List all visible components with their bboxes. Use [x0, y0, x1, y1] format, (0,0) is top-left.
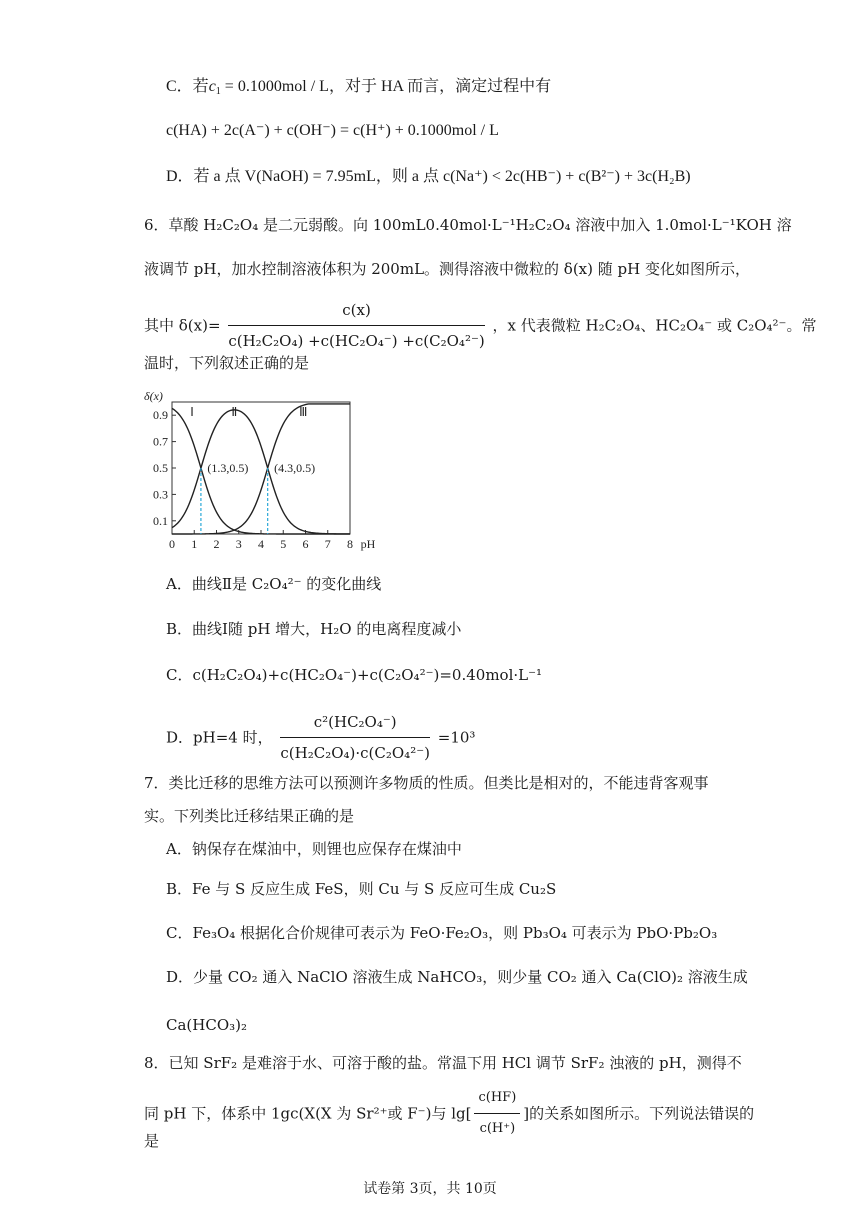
x-axis-label: pH — [360, 537, 376, 551]
q7-option-d-cont: Ca(HCO₃)₂ — [166, 1016, 248, 1034]
q6-species-text: ，x 代表微粒 H₂C₂O₄、HC₂O₄⁻ 或 C₂O₄²⁻。常 — [492, 316, 817, 335]
x-tick-label-6: 6 — [302, 537, 309, 551]
q8-frac-den: c(H⁺) — [479, 1121, 516, 1136]
x-tick-label-7: 7 — [324, 537, 331, 551]
q6-frac-num: c(x) — [228, 296, 484, 326]
q8-stem-line3: 是 — [144, 1132, 160, 1150]
option-c-text: ，对于 HA 而言，滴定过程中有 — [328, 78, 552, 95]
q8-fraction — [474, 1084, 520, 1143]
prev-option-c — [166, 76, 551, 103]
q8-frac-num: c(HF) — [474, 1084, 520, 1114]
q6-option-b: B．曲线Ⅰ随 pH 增大，H₂O 的电离程度减小 — [166, 620, 462, 638]
option-c-var-sub: 1 — [215, 86, 221, 97]
curve-label-ii: Ⅱ — [231, 405, 238, 419]
q6-option-d — [166, 708, 475, 767]
option-c-prefix: C．若 — [166, 78, 209, 95]
prev-option-d: D．若 a 点 V(NaOH) = 7.95mL，则 a 点 c(Na⁺) < 2c(HB⁻) + c(B²⁻) + 3c(H₂B) — [166, 168, 691, 185]
y-tick-label-0.3: 0.3 — [153, 487, 168, 502]
q6-option-d-prefix: D．pH=4 时， — [166, 728, 273, 747]
q8-stem-line2-post: ]的关系如图所示。下列说法错误的 — [523, 1104, 755, 1123]
q6-stem-line1: 6．草酸 H₂C₂O₄ 是二元弱酸。向 100mL0.40mol·L⁻¹H₂C₂O₄ 溶液中加入 1.0mol·L⁻¹KOH 溶 — [144, 216, 792, 234]
q6-option-a: A．曲线Ⅱ是 C₂O₄²⁻ 的变化曲线 — [166, 575, 382, 593]
q6-option-d-den: c(H₂C₂O₄)·c(C₂O₄²⁻) — [280, 744, 430, 762]
prev-option-c-equation: c(HA) + 2c(A⁻) + c(OH⁻) = c(H⁺) + 0.1000mol / L — [166, 122, 499, 139]
annotation-pka2: (4.3,0.5) — [274, 461, 316, 475]
y-tick-label-0.1: 0.1 — [153, 513, 168, 528]
curve-label-i: Ⅰ — [190, 405, 194, 419]
q6-option-d-value: =10³ — [437, 728, 476, 747]
q8-stem-line2-pre: 同 pH 下，体系中 1gc(X(X 为 Sr²⁺或 F⁻)与 lg[ — [144, 1104, 472, 1123]
plot-frame — [172, 402, 350, 534]
q6-option-d-fraction — [280, 708, 430, 767]
y-tick-label-0.5: 0.5 — [153, 461, 168, 475]
q6-stem-line4: 温时，下列叙述正确的是 — [144, 354, 310, 372]
curve-ii-hc2o4 — [172, 410, 350, 534]
q7-option-b: B．Fe 与 S 反应生成 FeS，则 Cu 与 S 反应可生成 Cu₂S — [166, 880, 557, 898]
option-c-var: c — [208, 78, 216, 95]
x-tick-label-8: 8 — [347, 537, 353, 551]
x-tick-label-4: 4 — [258, 537, 264, 551]
q6-stem-line2: 液调节 pH，加水控制溶液体积为 200mL。测得溶液中微粒的 δ(x) 随 pH 变化如图所示， — [144, 260, 750, 278]
q6-option-c: C．c(H₂C₂O₄)+c(HC₂O₄⁻)+c(C₂O₄²⁻)=0.40mol·L⁻¹ — [166, 666, 543, 684]
x-tick-label-5: 5 — [280, 537, 287, 551]
q6-delta-fraction — [228, 296, 484, 355]
q7-stem-line2: 实。下列类比迁移结果正确的是 — [144, 807, 355, 825]
curve-label-iii: Ⅲ — [299, 405, 308, 419]
q7-option-a: A．钠保存在煤油中，则锂也应保存在煤油中 — [166, 840, 462, 858]
curve-i-h2c2o4 — [172, 408, 350, 534]
y-tick-label-0.9: 0.9 — [153, 408, 168, 423]
x-tick-label-2: 2 — [213, 537, 220, 551]
q6-stem-line3 — [144, 296, 816, 355]
y-axis-label: δ(x) — [144, 389, 163, 403]
q7-option-c: C．Fe₃O₄ 根据化合价规律可表示为 FeO·Fe₂O₃，则 Pb₃O₄ 可表示为 PbO·Pb₂O₃ — [166, 924, 718, 942]
x-tick-label-3: 3 — [235, 537, 242, 551]
page-footer: 试卷第 3页，共 10页 — [363, 1181, 497, 1197]
x-tick-label-0: 0 — [169, 537, 175, 551]
q7-stem-line1: 7．类比迁移的思维方法可以预测许多物质的性质。但类比是相对的，不能违背客观事 — [144, 774, 709, 792]
q6-option-d-num: c²(HC₂O₄⁻) — [280, 708, 430, 738]
curve-iii-c2o4 — [172, 404, 350, 534]
q6-frac-den: c(H₂C₂O₄) +c(HC₂O₄⁻) +c(C₂O₄²⁻) — [228, 332, 485, 350]
annotation-pka1: (1.3,0.5) — [207, 461, 249, 475]
q8-stem-line1: 8．已知 SrF₂ 是难溶于水、可溶于酸的盐。常温下用 HCl 调节 SrF₂ 浊液的 pH，测得不 — [144, 1054, 742, 1072]
option-c-eq: = 0.1000mol / L — [220, 78, 329, 95]
q6-delta-def: 其中 δ(x)= — [144, 316, 221, 335]
x-tick-label-1: 1 — [191, 537, 198, 551]
q7-option-d: D．少量 CO₂ 通入 NaClO 溶液生成 NaHCO₃，则少量 CO₂ 通入 Ca(ClO)₂ 溶液生成 — [166, 968, 748, 986]
y-tick-label-0.7: 0.7 — [153, 434, 168, 449]
speciation-chart — [140, 388, 390, 558]
q8-stem-line2 — [144, 1084, 754, 1143]
